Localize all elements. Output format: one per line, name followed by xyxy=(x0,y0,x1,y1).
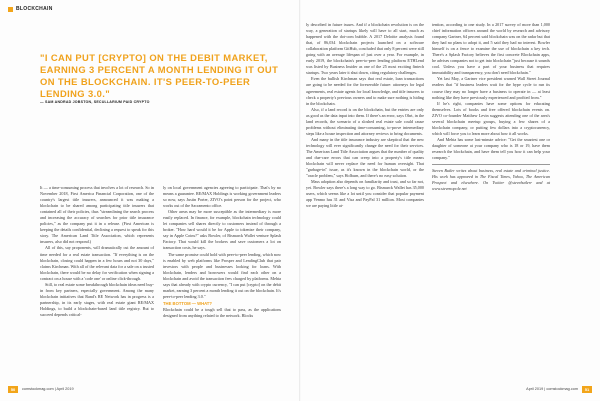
section-marker-icon xyxy=(8,7,13,12)
article-column-3 xyxy=(306,22,424,209)
author-bio: Steven Butler writes about business, real estate and criminal justice. His work has appeared in The Fiscal Times, Yahoo, The American Prospect and elsewhere. On Twitter @stevebutlerr and at www.stevenopole.net xyxy=(432,168,550,192)
article-paragraph: ly on local government agencies agreeing to participate. That's by no means a guarantee. RE/MAX Holdings is working government leaders so now, says Justin Porter, ZIVO's point person for the project, who works out of the Sacramento office. xyxy=(163,185,281,209)
page-number-right: 51 xyxy=(582,386,592,393)
footer-left xyxy=(8,385,74,393)
article-column-4 xyxy=(432,22,550,192)
pull-quote: "I CAN PUT [CRYPTO] ON THE DEBIT MARKET, EARNING 3 PERCENT A MONTH LENDING IT OUT ON THE BLOCKCHAIN. IT'S PEER-TO-PEER LENDING 3.0." xyxy=(40,52,279,99)
footer-left-text: comstockmag.com | April 2019 xyxy=(22,387,74,391)
subheading: THE BOTTOM — WHAT? xyxy=(163,300,212,306)
article-paragraph: tention, according to one study. In a 2017 survey of more than 1,000 chief information officers around the world by research and advisory company Gartner, 64 percent said blockchain was on the radar but that they had no plans to adopt it, and 5 said they had no interest. Bowler himself is on a fence to examine the use of blockchain a key tech. There's a Splash Factory believes the first concrete Blockchain apps, he advises companies not to get into blockchain "just because it sounds cool. Unless you have a part of your business that requires immutability and transparency, you don't need blockchain." xyxy=(432,22,550,76)
section-label-text: BLOCKCHAIN xyxy=(16,6,53,12)
article-paragraph: ly described in future issues. And if a blockchain revolution is on the way, a generation of startups likely will have to all start, much as happened with the dot-com bubble. A 2017 Deloitte analysis found that, of 86,034 blockchain projects launched on a software collaboration platform GitHub, concluded that only 8 percent were still going with an average lifespan of just over a year. For example, in early 2019, the blockchain's peer-to-peer lending platform ETHLend was listed by Business Insider as one of the 25 most exciting fintech startups. Two years later it shut down, citing regulatory challenges. xyxy=(306,22,424,76)
article-paragraph: Still, to real estate some breakthrough blockchain ideas need buy-in from key partners, especially government. Among the many blockchain initiatives that Rand's RE Network has in progress is a partnership, in its early stages, with real estate giant RE/MAX Holdings, to build a blockchain-based land title registry. But to succeed depends critical- xyxy=(40,281,155,317)
footer-right-text: April 2019 | comstockmag.com xyxy=(526,387,578,391)
article-paragraph: Other areas may be more susceptible as the intermediary is more easily replaced. In finance, for example, blockchain technology could let companies sell shares directly to customers instead of through a broker. "How hard would it be for Apple to tokenize their company, say in Apple Coins?" asks Bowler, of Bismarck Wallet venture Splash Factory. That would kill the brokers and save customers a lot on transaction costs, he says. xyxy=(163,209,281,251)
article-paragraph: Blockchain could be a tough sell that to pass, as the applications designed from anything related to the network. Blocks xyxy=(163,306,281,318)
article-paragraph: The same promise could hold with peer-to-peer lending, which now is enabled by web platforms like Prosper and LendingClub that pair investors with people and businesses looking for loans. With blockchain, lenders and borrowers would find each other on a blockchain and avoid the transaction fees charged by platforms. Mehta says that already with crypto currency, "I can put [crypto] on the debit market, earning 3 percent a month lending it out on the blockchain. It's peer-to-peer lending 3.0." xyxy=(163,251,281,299)
article-column-2 xyxy=(163,185,281,319)
bio-separator xyxy=(432,164,550,165)
page-gutter xyxy=(299,0,301,401)
article-paragraph: Even the bullish Kirchman says that real estate, loan transactions are going to be needed for the foreseeable future: attorneys for legal agreements, real estate agents for local knowledge, and title insurers to check a property's previous owners and to make sure nothing is hiding in the blockchain. xyxy=(306,76,424,106)
article-paragraph: Mass adoption also depends on familiarity and trust, and so far not, yet. Bowler says there's a long way to go. Bismarck Wallet has 35,000 users, which seems like a lot until you consider that popular payment app Venmo has 31 and Visa and PayPal 31 million. Most companies we are paying little at- xyxy=(306,179,424,209)
pull-quote-attribution: — SAM ANDRAD JOBSTON, SECULLARIUM PAID CRYPTO xyxy=(40,100,150,104)
article-column-1 xyxy=(40,185,154,318)
section-label xyxy=(8,6,53,12)
article-paragraph: If he's right, companies have some options for educating themselves. Lots of books and free offered blockchain events on. ZIVO co-founder Matthew Levin suggests attending one of the area's several blockchain meetup groups, buying a few shares of a blockchain company, or putting few dollars into a cryptocurrency, which will force you to learn more about how it all works. xyxy=(432,100,550,136)
article-paragraph: Also, if a land record is on the blockchain, but the entries are only as good as the data input into them. If there's an error, says Ohrt, in the land records, the scenario of a sloshed real estate sale could cause problems without eliminating time-consuming, to-prove intermediary steps like a house inspection and attorney reviews to bring documents. xyxy=(306,106,424,136)
footer-right xyxy=(526,385,592,393)
article-paragraph: It — a time-consuming process that involves a lot of research. So in November 2018, First America Financial Corporation, one of the country's largest title insurers, announced it was making a blockchain to be shared among participating title insurers that contained all of their policies, thus "streamlining the search process and increasing the accuracy of searches for prior title insurance policies," as the company put it in a release. (First American is keeping the details confidential, declining a request to speak for this story. The American Land Title Association, which represents insurers, also did not respond.) xyxy=(40,185,154,245)
article-paragraph: And Mehta has some last-minute advice: "Get the smartest one or daughter of someone at your company who is 18 or 19, have them research the blockchain, and have them tell you how it can help your company." xyxy=(432,136,550,161)
page-number-left: 50 xyxy=(8,386,18,393)
article-paragraph: All of this, say proponents, will dramatically cut the amount of time needed for a real estate transaction. "If everything is on the blockchain, closing could happen in a few hours and not 30 days," claims Kirchman. With all of the relevant data for a sale on a trusted blockchain, there would be no delay for verification when signing a contract on a house with a 'code one' or online click-through. xyxy=(40,245,154,281)
article-paragraph: Yet last May, a Gartner vice president warned Wall Street Journal readers that "if business leaders wait for the hype cycle to run its course they may no longer have a business to operate in — at least nothing like they have previously experienced and profited from." xyxy=(432,76,550,100)
article-paragraph: And many in the title insurance industry are skeptical that the new technology will ever significantly change the need for their services. The American Land Title Association argues that the number of quality and due-care errors that can creep into a property's title means blockchain will never replace the need for human oversight. That "garbage-in" issue, as it's known in the blockchain world, or the "oracle problem," says Holburn, and there's no easy solution. xyxy=(306,136,424,179)
